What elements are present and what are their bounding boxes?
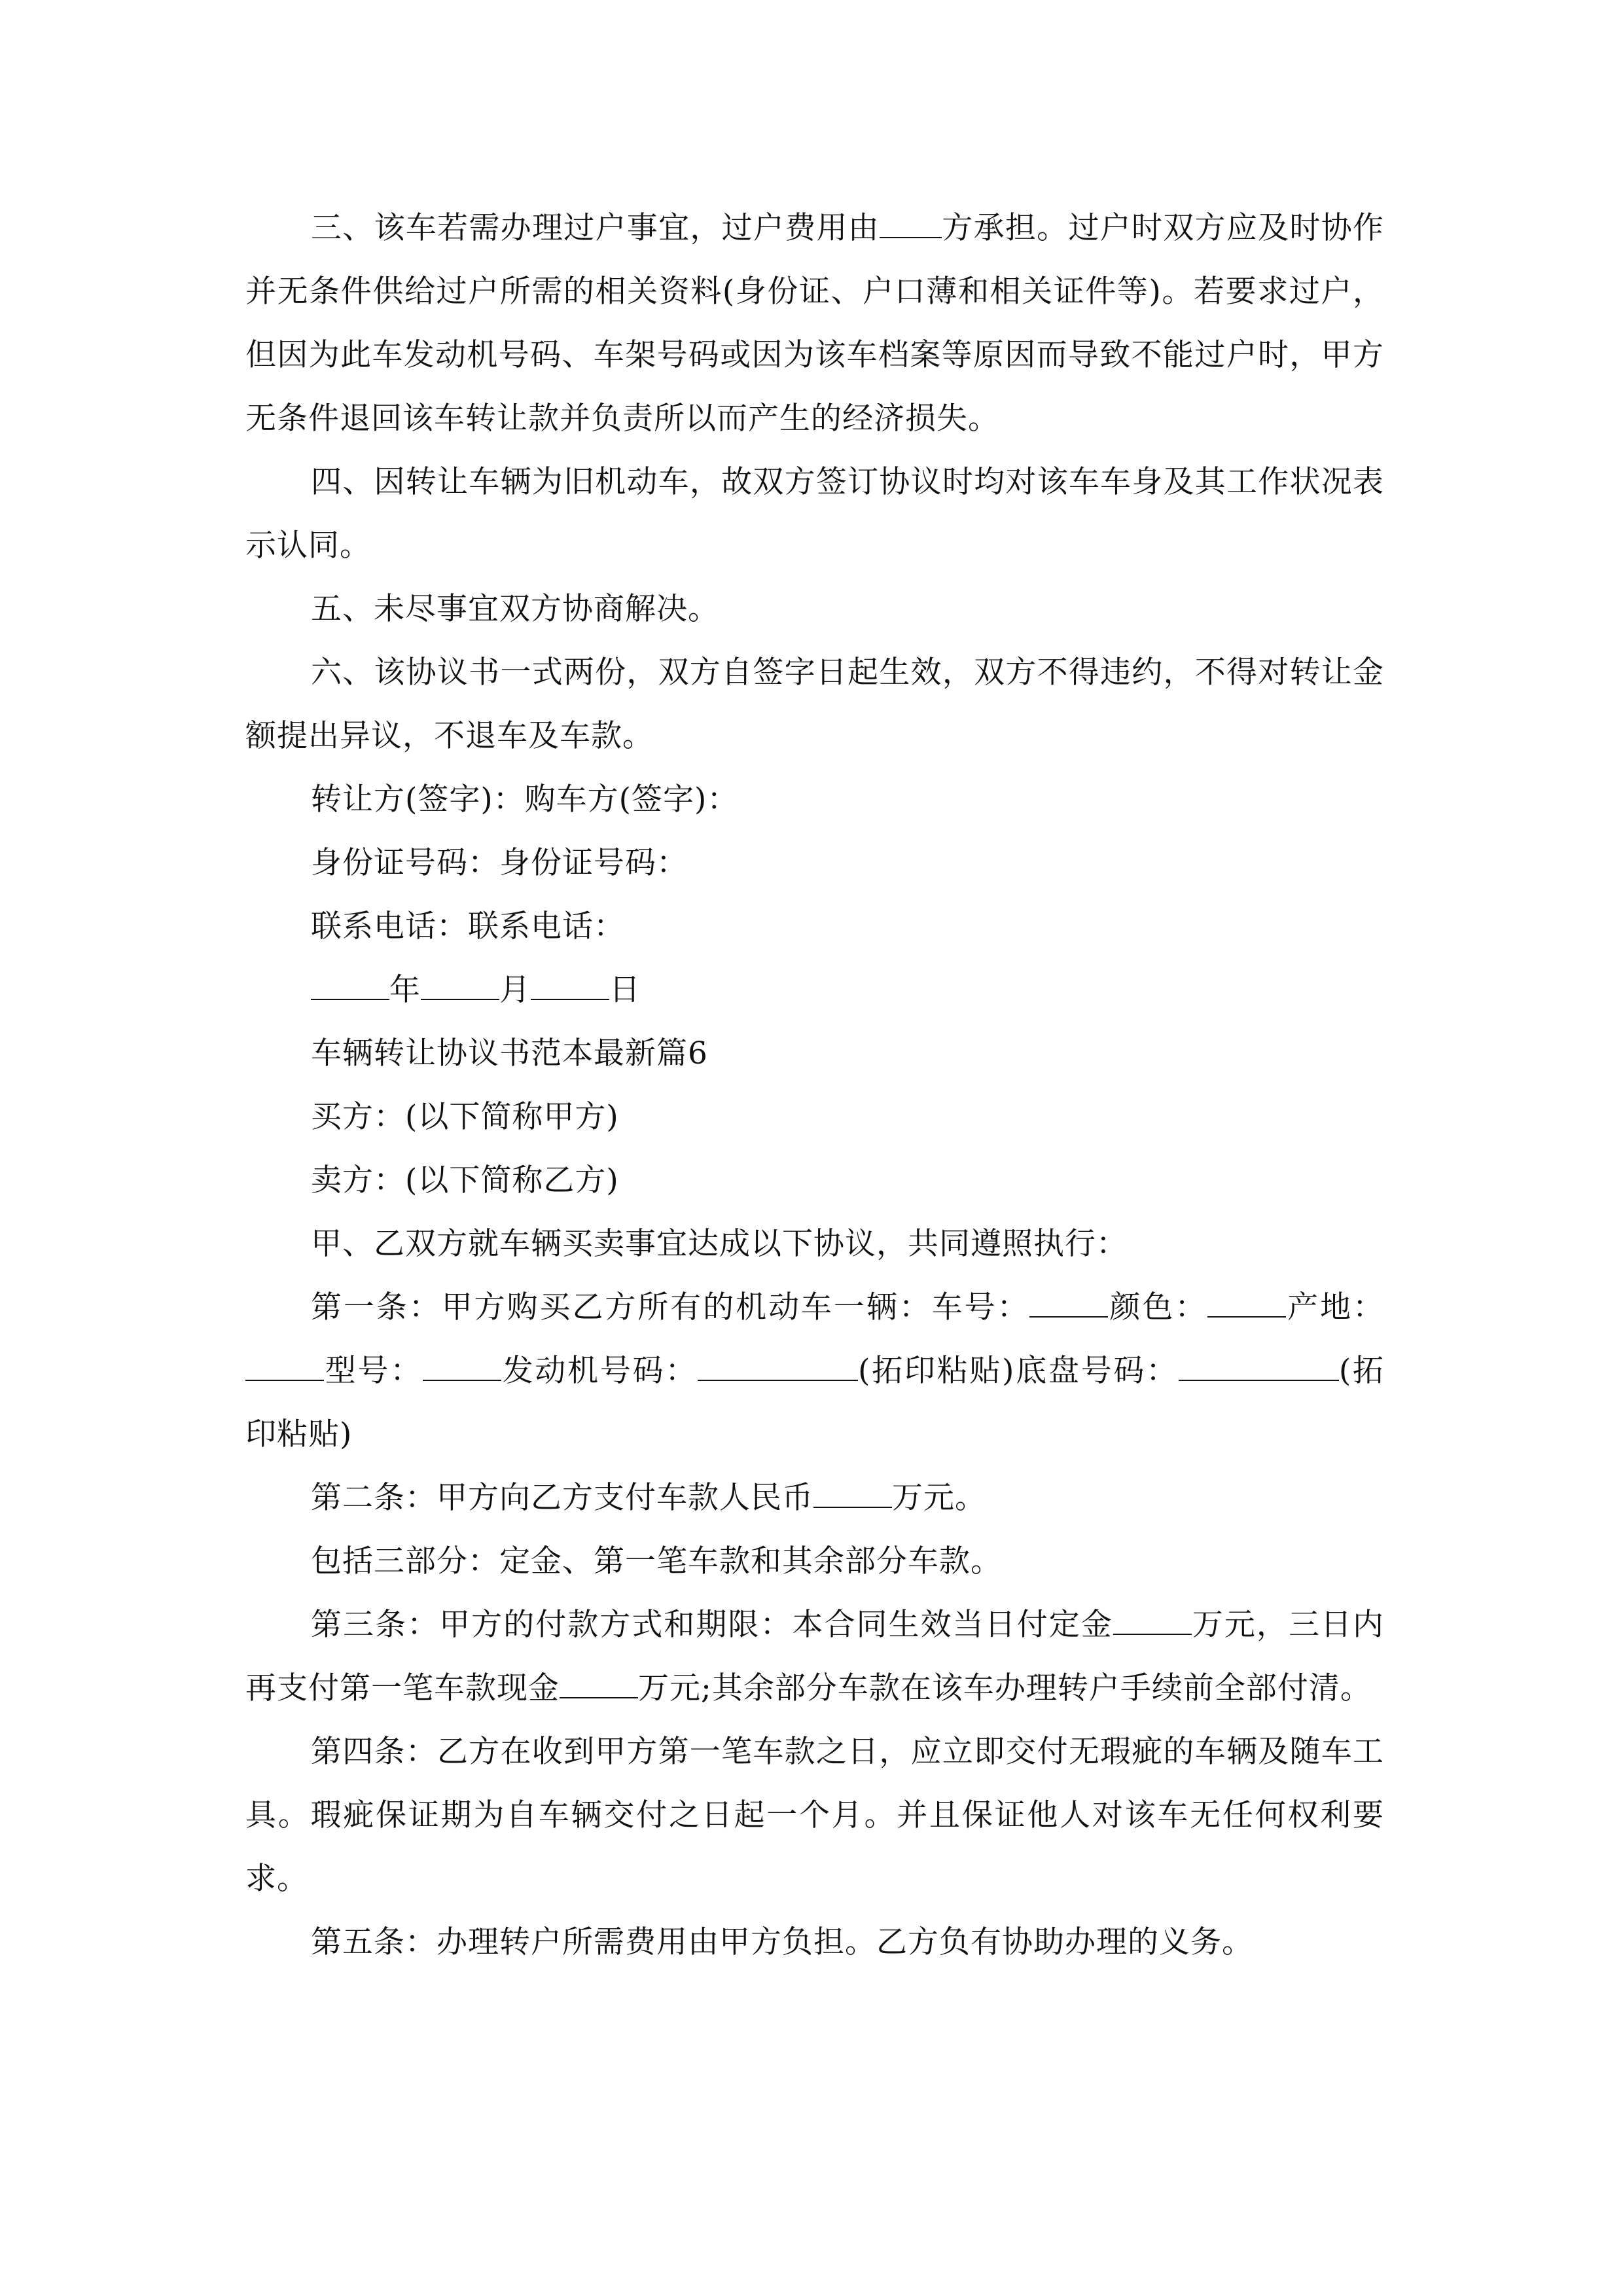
date-day-label: 日 bbox=[609, 972, 641, 1008]
clause-text: 产地： bbox=[1286, 1289, 1385, 1325]
fill-blank bbox=[560, 1668, 638, 1698]
paragraph-clause-5: 第五条：办理转户所需费用由甲方负担。乙方负有协助办理的义务。 bbox=[311, 1924, 1253, 1960]
clause-text: 万元。 bbox=[892, 1480, 986, 1516]
clause-text: 第二条：甲方向乙方支付车款人民币 bbox=[311, 1480, 813, 1516]
clause-text: 颜色： bbox=[1108, 1289, 1208, 1325]
paragraph-text: 三、该车若需办理过户事宜，过户费用由 bbox=[311, 210, 880, 246]
clause-text: 第一条：甲方购买乙方所有的机动车一辆：车号： bbox=[311, 1289, 1030, 1325]
section-title: 车辆转让协议书范本最新篇6 bbox=[311, 1035, 708, 1071]
fill-blank bbox=[813, 1477, 892, 1508]
paragraph-clause-1 bbox=[245, 1276, 1384, 1466]
phone-line: 联系电话：联系电话： bbox=[311, 908, 625, 944]
fill-blank bbox=[423, 1350, 501, 1381]
paragraph-clause-3 bbox=[245, 1593, 1384, 1720]
clause-text: 万元，三日内再支付第一笔车款现金 bbox=[245, 1607, 1385, 1706]
fill-blank bbox=[1179, 1350, 1339, 1381]
seller-line: 卖方：(以下简称乙方) bbox=[311, 1162, 619, 1198]
id-number-line: 身份证号码：身份证号码： bbox=[311, 845, 688, 881]
fill-blank bbox=[1113, 1604, 1192, 1635]
clause-text: 型号： bbox=[324, 1353, 423, 1389]
date-year-label: 年 bbox=[389, 972, 421, 1008]
fill-blank bbox=[1207, 1287, 1286, 1318]
fill-blank bbox=[531, 969, 609, 1000]
fill-blank bbox=[421, 969, 499, 1000]
paragraph-article-5: 五、未尽事宜双方协商解决。 bbox=[311, 591, 719, 627]
paragraph-clause-2 bbox=[245, 1466, 1384, 1530]
buyer-line: 买方：(以下简称甲方) bbox=[311, 1099, 619, 1135]
paragraph-clause-2-note: 包括三部分：定金、第一笔车款和其余部分车款。 bbox=[311, 1543, 1002, 1579]
clause-text: (拓印粘贴)底盘号码： bbox=[858, 1353, 1179, 1389]
clause-text: (拓印粘贴) bbox=[245, 1353, 1384, 1452]
paragraph-clause-4: 第四条：乙方在收到甲方第一笔车款之日，应立即交付无瑕疵的车辆及随车工具。瑕疵保证期为自车辆交付之日起一个月。并且保证他人对该车无任何权利要求。 bbox=[245, 1734, 1384, 1897]
date-month-label: 月 bbox=[499, 972, 531, 1008]
paragraph-article-6: 六、该协议书一式两份，双方自签字日起生效，双方不得违约，不得对转让金额提出异议，不退车及车款。 bbox=[245, 655, 1384, 754]
clause-text: 万元;其余部分车款在该车办理转户手续前全部付清。 bbox=[638, 1670, 1372, 1706]
fill-blank bbox=[698, 1350, 858, 1381]
intro-line: 甲、乙双方就车辆买卖事宜达成以下协议，共同遵照执行： bbox=[311, 1226, 1128, 1262]
paragraph-article-3-transfer bbox=[245, 196, 1384, 450]
fill-blank bbox=[311, 969, 389, 1000]
paragraph-article-4: 四、因转让车辆为旧机动车，故双方签订协议时均对该车车身及其工作状况表示认同。 bbox=[245, 464, 1384, 564]
paragraph-text: 方承担。过户时双方应及时协作并无条件供给过户所需的相关资料(身份证、户口薄和相关证件等)。若要求过户，但因为此车发动机号码、车架号码或因为该车档案等原因而导致不能过户时，甲方无条件退回该车转让款并负责所以而产生的经济损失。 bbox=[245, 210, 1384, 437]
fill-blank bbox=[1029, 1287, 1108, 1318]
fill-blank bbox=[880, 207, 942, 238]
clause-text: 第三条：甲方的付款方式和期限：本合同生效当日付定金 bbox=[311, 1607, 1113, 1643]
fill-blank bbox=[245, 1350, 324, 1381]
document-page bbox=[245, 196, 1384, 1974]
date-line bbox=[245, 958, 1384, 1022]
clause-text: 发动机号码： bbox=[501, 1353, 698, 1389]
signature-line: 转让方(签字)：购车方(签字)： bbox=[311, 781, 739, 817]
